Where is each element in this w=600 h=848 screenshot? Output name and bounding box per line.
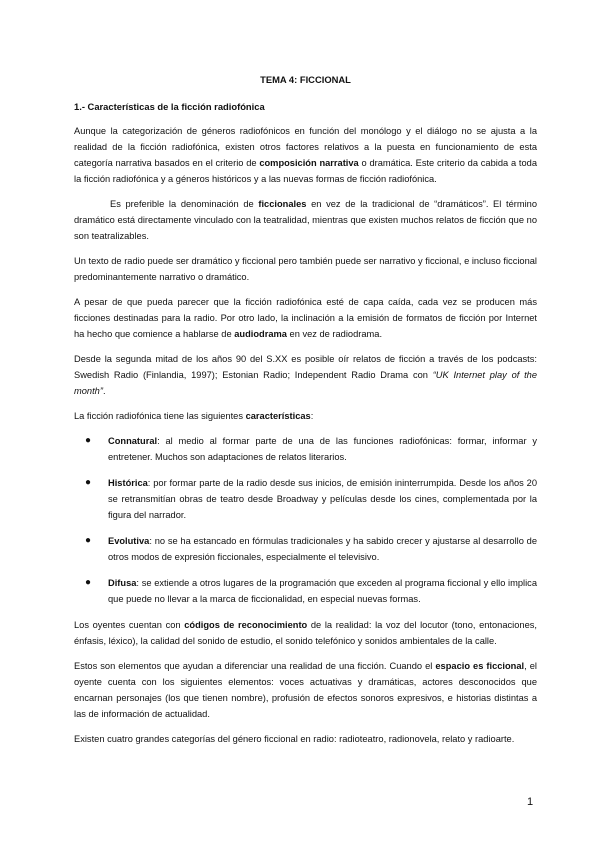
section-heading: 1.- Características de la ficción radiofónica xyxy=(74,101,265,112)
list-item-evolutiva xyxy=(74,533,537,565)
text: La ficción radiofónica tiene las siguientes xyxy=(74,411,246,421)
bold-term: composición narrativa xyxy=(259,158,359,168)
italic-title: “UK Internet play of the month” xyxy=(74,370,537,396)
paragraph-ficcionales xyxy=(74,196,537,244)
bullet-icon: ● xyxy=(85,477,92,488)
paragraph-podcasts xyxy=(74,351,537,399)
text: Desde la segunda mitad de los años 90 del S.XX es posible oír relatos de ficción a través de los podcasts: Swedish Radio (Finlandia, 1997); Estonian Radio; Independent Radio Drama con xyxy=(74,354,537,380)
bold-term: ficcionales xyxy=(258,199,307,209)
text: Los oyentes cuentan con xyxy=(74,620,185,630)
list-item-historica xyxy=(74,475,537,523)
bold-term: espacio es ficcional xyxy=(435,661,525,671)
bold-term: características xyxy=(245,411,311,421)
text: de la realidad: la voz del locutor (tono, entonaciones, énfasis, léxico), la calidad del sonido de estudio, el sonido telefónico y sonidos ambientales de la calle. xyxy=(74,620,537,646)
text: A pesar de que pueda parecer que la ficción radiofónica esté de capa caída, cada vez se producen más ficciones destinadas para la radio. Por otro lado, la inclinación a la emisión de formatos de ficción por Internet ha hecho que comience a hablarse de xyxy=(74,297,537,339)
bold-term: Connatural xyxy=(108,436,158,446)
text: : al medio al formar parte de una de las funciones radiofónicas: formar, informar y entretener. Muchos son adaptaciones de relatos literarios. xyxy=(108,436,537,462)
paragraph-audiodrama xyxy=(74,294,537,342)
bullet-icon: ● xyxy=(85,435,92,446)
text: : no se ha estancado en fórmulas tradicionales y ha sabido crecer y ajustarse al desarrollo de otros modos de expresión ficcionales, especialmente el televisivo. xyxy=(108,536,537,562)
page-content xyxy=(74,74,537,756)
list-item-difusa xyxy=(74,575,537,607)
bold-term: Evolutiva xyxy=(108,536,150,546)
paragraph-espacio-ficcional xyxy=(74,658,537,722)
text: : por formar parte de la radio desde sus inicios, de emisión ininterrumpida. Desde los años 20 se retransmitían obras de teatro desde Broadway y películas desde los cines, complementada por la figura del narrador. xyxy=(108,478,537,520)
text: : xyxy=(310,411,314,421)
bold-term: Difusa xyxy=(108,578,137,588)
text: . xyxy=(102,386,106,396)
text: , el oyente cuenta con los siguientes elementos: voces actuativas y dramáticas, actores desconocidos que encarnan personajes (los que tienen nombre), profusión de efectos sonoros expresivos, e historias distintas a las de información de actualidad. xyxy=(74,661,537,719)
characteristics-list xyxy=(74,433,537,607)
list-item-connatural xyxy=(74,433,537,465)
paragraph-composicion xyxy=(74,123,537,187)
text: en vez de radiodrama. xyxy=(286,329,383,339)
bold-term: audiodrama xyxy=(234,329,287,339)
text: : se extiende a otros lugares de la programación que exceden al programa ficcional y ello implica que puede no llevar a la marca de ficcionalidad, en especial nuevas formas. xyxy=(108,578,537,604)
page-number: 1 xyxy=(527,796,534,808)
paragraph-texto-radio: Un texto de radio puede ser dramático y ficcional pero también puede ser narrativo y ficcional, e incluso ficcional predominantemente narrativo o dramático. xyxy=(74,256,537,282)
text: Aunque la categorización de géneros radiofónicos en función del monólogo y el diálogo no se ajusta a la realidad de la ficción radiofónica, existen otros factores relativos a la puesta en funcionamiento de esta categoría narrativa basados en el criterio de xyxy=(74,126,537,168)
bold-term: Histórica xyxy=(108,478,148,488)
page-title: TEMA 4: FICCIONAL xyxy=(260,74,351,85)
text: Estos son elementos que ayudan a diferenciar una realidad de una ficción. Cuando el xyxy=(74,661,436,671)
bullet-icon: ● xyxy=(85,577,92,588)
paragraph-categorias: Existen cuatro grandes categorías del género ficcional en radio: radioteatro, radionovela, relato y radioarte. xyxy=(74,734,515,744)
paragraph-caracteristicas-intro xyxy=(74,408,537,424)
text: o dramática. Este criterio da cabida a toda la ficción radiofónica y a géneros históricos y a las nuevas formas de ficción radiofónica. xyxy=(74,158,537,184)
bullet-icon: ● xyxy=(85,535,92,546)
paragraph-codigos xyxy=(74,617,537,649)
text: Es preferible la denominación de xyxy=(110,199,259,209)
text: en vez de la tradicional de “dramáticos”. El término dramático está directamente vinculado con la teatralidad, mientras que existen muchos relatos de ficción que no son teatralizables. xyxy=(74,199,537,241)
bold-term: códigos de reconocimiento xyxy=(184,620,308,630)
